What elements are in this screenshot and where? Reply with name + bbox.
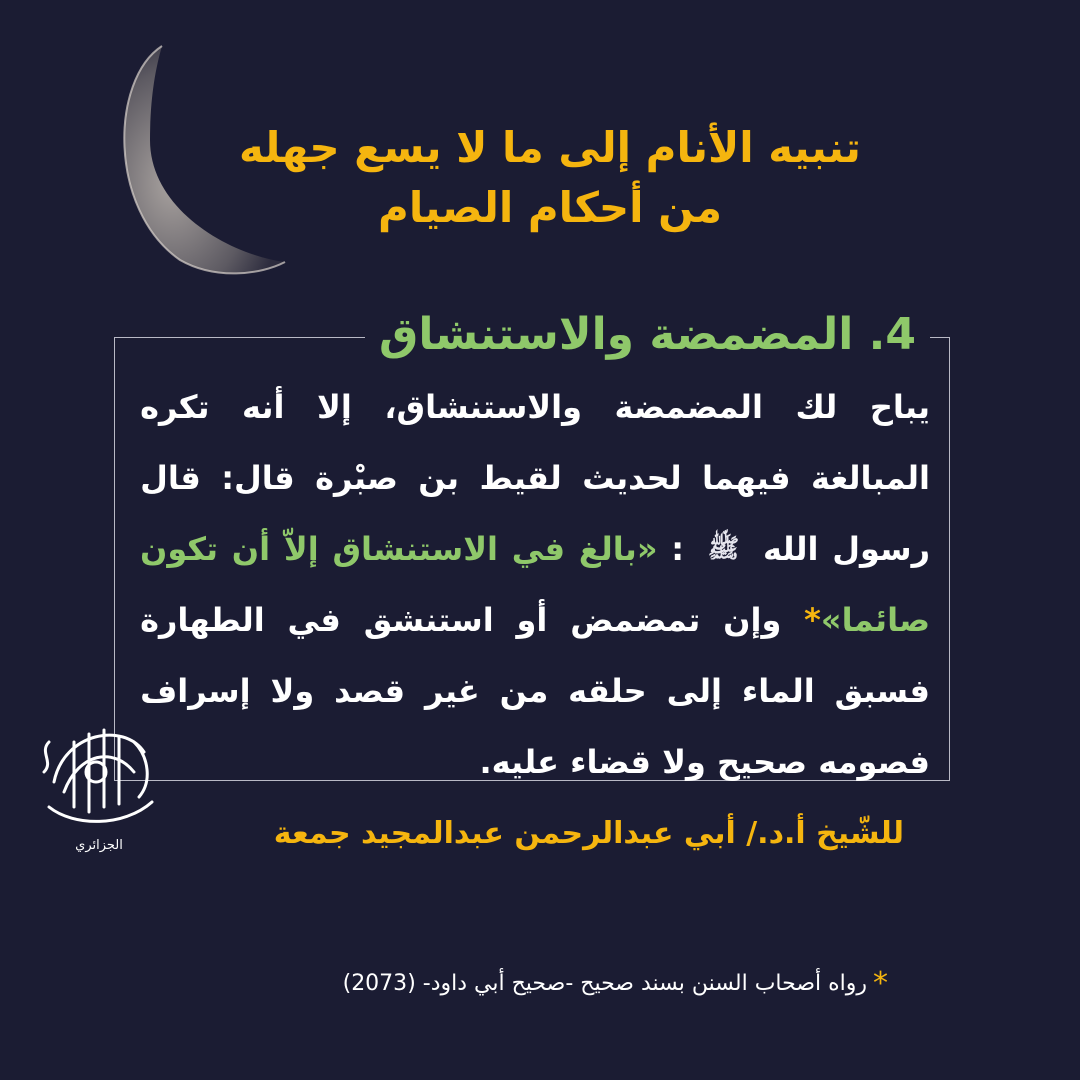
footnote — [343, 964, 888, 1004]
paragraph-last-line: فصومه صحيح ولا قضاء عليه. — [479, 743, 930, 781]
footnote-star: * — [873, 966, 888, 1001]
word: فسبق — [834, 672, 930, 710]
word: الله — [763, 530, 819, 568]
word: في — [287, 601, 341, 639]
section-paragraph — [140, 372, 930, 798]
author-credit: للشّيخ أ.د./ أبي عبدالرحمن عبدالمجيد جمعة — [273, 816, 904, 851]
calligraphy-logo — [34, 712, 164, 857]
word: وإن — [723, 601, 782, 639]
word: رسول — [832, 530, 930, 568]
calligraphy-logo-icon — [34, 712, 164, 837]
word: المضمضة — [614, 388, 763, 426]
word: تمضمض — [570, 601, 701, 639]
word: حلقه — [568, 672, 647, 710]
hadith-word: إلاّ — [283, 530, 319, 568]
paragraph-line-2 — [140, 443, 930, 514]
word: أنه — [242, 388, 285, 426]
paragraph-line-6 — [140, 727, 930, 798]
logo-caption: الجزائري — [75, 838, 123, 853]
word: لك — [795, 388, 838, 426]
word: ولا — [270, 672, 315, 710]
section-heading: 4. المضمضة والاستنشاق — [365, 300, 930, 370]
word: والاستنشاق، — [384, 388, 582, 426]
salawat-icon: ﷺ — [707, 534, 740, 564]
colon: : — [671, 530, 685, 568]
word: تكره — [140, 388, 210, 426]
paragraph-line-1 — [140, 372, 930, 443]
word: بن — [418, 459, 460, 497]
title-line-1: تنبيه الأنام إلى ما لا يسع جهله — [239, 123, 861, 172]
paragraph-line-5 — [140, 656, 930, 727]
hadith-word: أن — [231, 530, 271, 568]
word: إسراف — [140, 672, 251, 710]
word: استنشق — [363, 601, 494, 639]
page-title — [170, 118, 930, 238]
word: إلا — [317, 388, 352, 426]
word: المبالغة — [811, 459, 930, 497]
hadith-word: صائما» — [820, 601, 930, 639]
footnote-text: رواه أصحاب السنن بسند صحيح -صحيح أبي داود- (2073) — [342, 971, 867, 996]
word: لحديث — [582, 459, 682, 497]
paragraph-line-4 — [140, 585, 930, 656]
word: صبْرة — [315, 459, 398, 497]
word: فيهما — [702, 459, 791, 497]
hadith-word: في — [511, 530, 566, 568]
hadith-word: الاستنشاق — [332, 530, 499, 568]
word: غير — [424, 672, 480, 710]
hadith-end — [804, 585, 930, 656]
footnote-marker: * — [804, 601, 821, 639]
paragraph-line-3 — [140, 514, 930, 585]
hadith-word: تكون — [140, 530, 219, 568]
word: قال — [140, 459, 201, 497]
title-line-2: من أحكام الصيام — [378, 183, 722, 232]
word: الطهارة — [140, 601, 265, 639]
word: يباح — [869, 388, 930, 426]
word: إلى — [666, 672, 722, 710]
word: أو — [516, 601, 548, 639]
hadith-word: «بالغ — [578, 530, 658, 568]
word: قصد — [334, 672, 406, 710]
word: من — [499, 672, 549, 710]
word: قال: — [221, 459, 295, 497]
word: الماء — [741, 672, 815, 710]
word: لقيط — [479, 459, 562, 497]
